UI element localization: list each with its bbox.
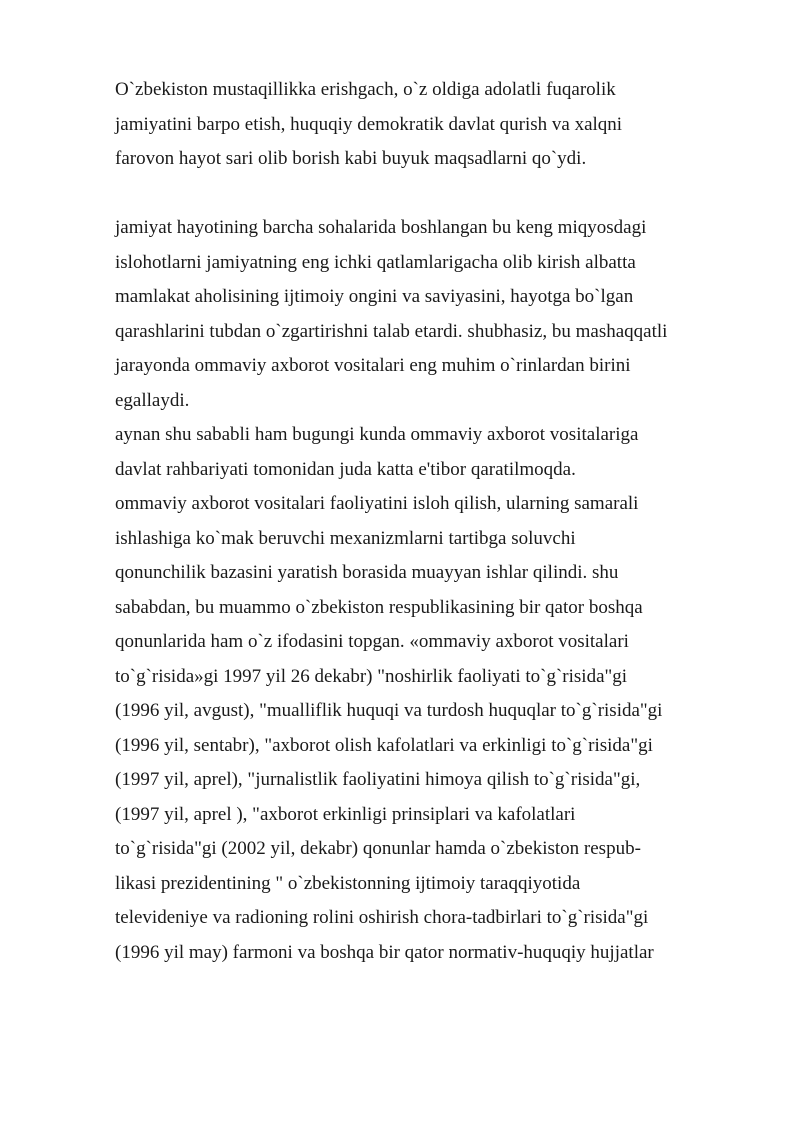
text-line: qonunchilik bazasini yaratish borasida muayyan ishlar qilindi. shu	[115, 562, 619, 583]
paragraph-legal-framework	[115, 487, 755, 970]
text-line: televideniye va radioning rolini oshirish chora-tadbirlari to`g`risida"gi	[115, 907, 649, 928]
text-line: to`g`risida"gi (2002 yil, dekabr) qonunlar hamda o`zbekiston respub-	[115, 838, 641, 859]
text-line: qarashlarini tubdan o`zgartirishni talab etardi. shubhasiz, bu mashaqqatli	[115, 320, 668, 342]
text-line: ommaviy axborot vositalari faoliyatini isloh qilish, ularning samarali	[115, 493, 639, 514]
text-line: mamlakat aholisining ijtimoiy ongini va saviyasini, hayotga bo`lgan	[115, 286, 634, 307]
text-line: jamiyatini barpo etish, huquqiy demokratik davlat qurish va xalqni	[115, 113, 623, 135]
text-line: farovon hayot sari olib borish kabi buyuk maqsadlarni qo`ydi.	[115, 148, 587, 169]
text-line: egallaydi.	[115, 389, 190, 411]
text-line: (1996 yil may) farmoni va boshqa bir qator normativ-huquqiy hujjatlar	[115, 941, 654, 963]
paragraph-reforms-media-role	[115, 211, 755, 418]
paragraph-spacer	[115, 177, 755, 212]
text-line: davlat rahbariyati tomonidan juda katta e'tibor qaratilmoqda.	[115, 458, 576, 480]
text-line: (1997 yil, aprel), "jurnalistlik faoliyatini himoya qilish to`g`risida"gi,	[115, 769, 641, 790]
text-line: likasi prezidentining " o`zbekistonning ijtimoiy taraqqiyotida	[115, 872, 581, 894]
text-line: to`g`risida»gi 1997 yil 26 dekabr) "noshirlik faoliyati to`g`risida"gi	[115, 665, 628, 687]
text-line: (1996 yil, avgust), "mualliflik huquqi va turdosh huquqlar to`g`risida"gi	[115, 700, 663, 721]
text-line: (1997 yil, aprel ), "axborot erkinligi prinsiplari va kafolatlari	[115, 803, 576, 825]
text-line: (1996 yil, sentabr), "axborot olish kafolatlari va erkinligi to`g`risida"gi	[115, 734, 653, 756]
text-line: islohotlarni jamiyatning eng ichki qatlamlarigacha olib kirish albatta	[115, 251, 636, 273]
document-page	[115, 73, 755, 970]
text-line: ishlashiga ko`mak beruvchi mexanizmlarni tartibga soluvchi	[115, 527, 576, 549]
paragraph-independence-goals	[115, 73, 755, 177]
paragraph-government-attention	[115, 418, 755, 487]
text-line: qonunlarida ham o`z ifodasini topgan. «ommaviy axborot vositalari	[115, 631, 629, 652]
text-line: sababdan, bu muammo o`zbekiston respublikasining bir qator boshqa	[115, 596, 643, 618]
text-line: jarayonda ommaviy axborot vositalari eng muhim o`rinlardan birini	[115, 355, 631, 376]
text-line: O`zbekiston mustaqillikka erishgach, o`z oldiga adolatli fuqarolik	[115, 79, 616, 100]
text-line: jamiyat hayotining barcha sohalarida boshlangan bu keng miqyosdagi	[115, 217, 647, 238]
text-line: aynan shu sababli ham bugungi kunda ommaviy axborot vositalariga	[115, 424, 639, 445]
